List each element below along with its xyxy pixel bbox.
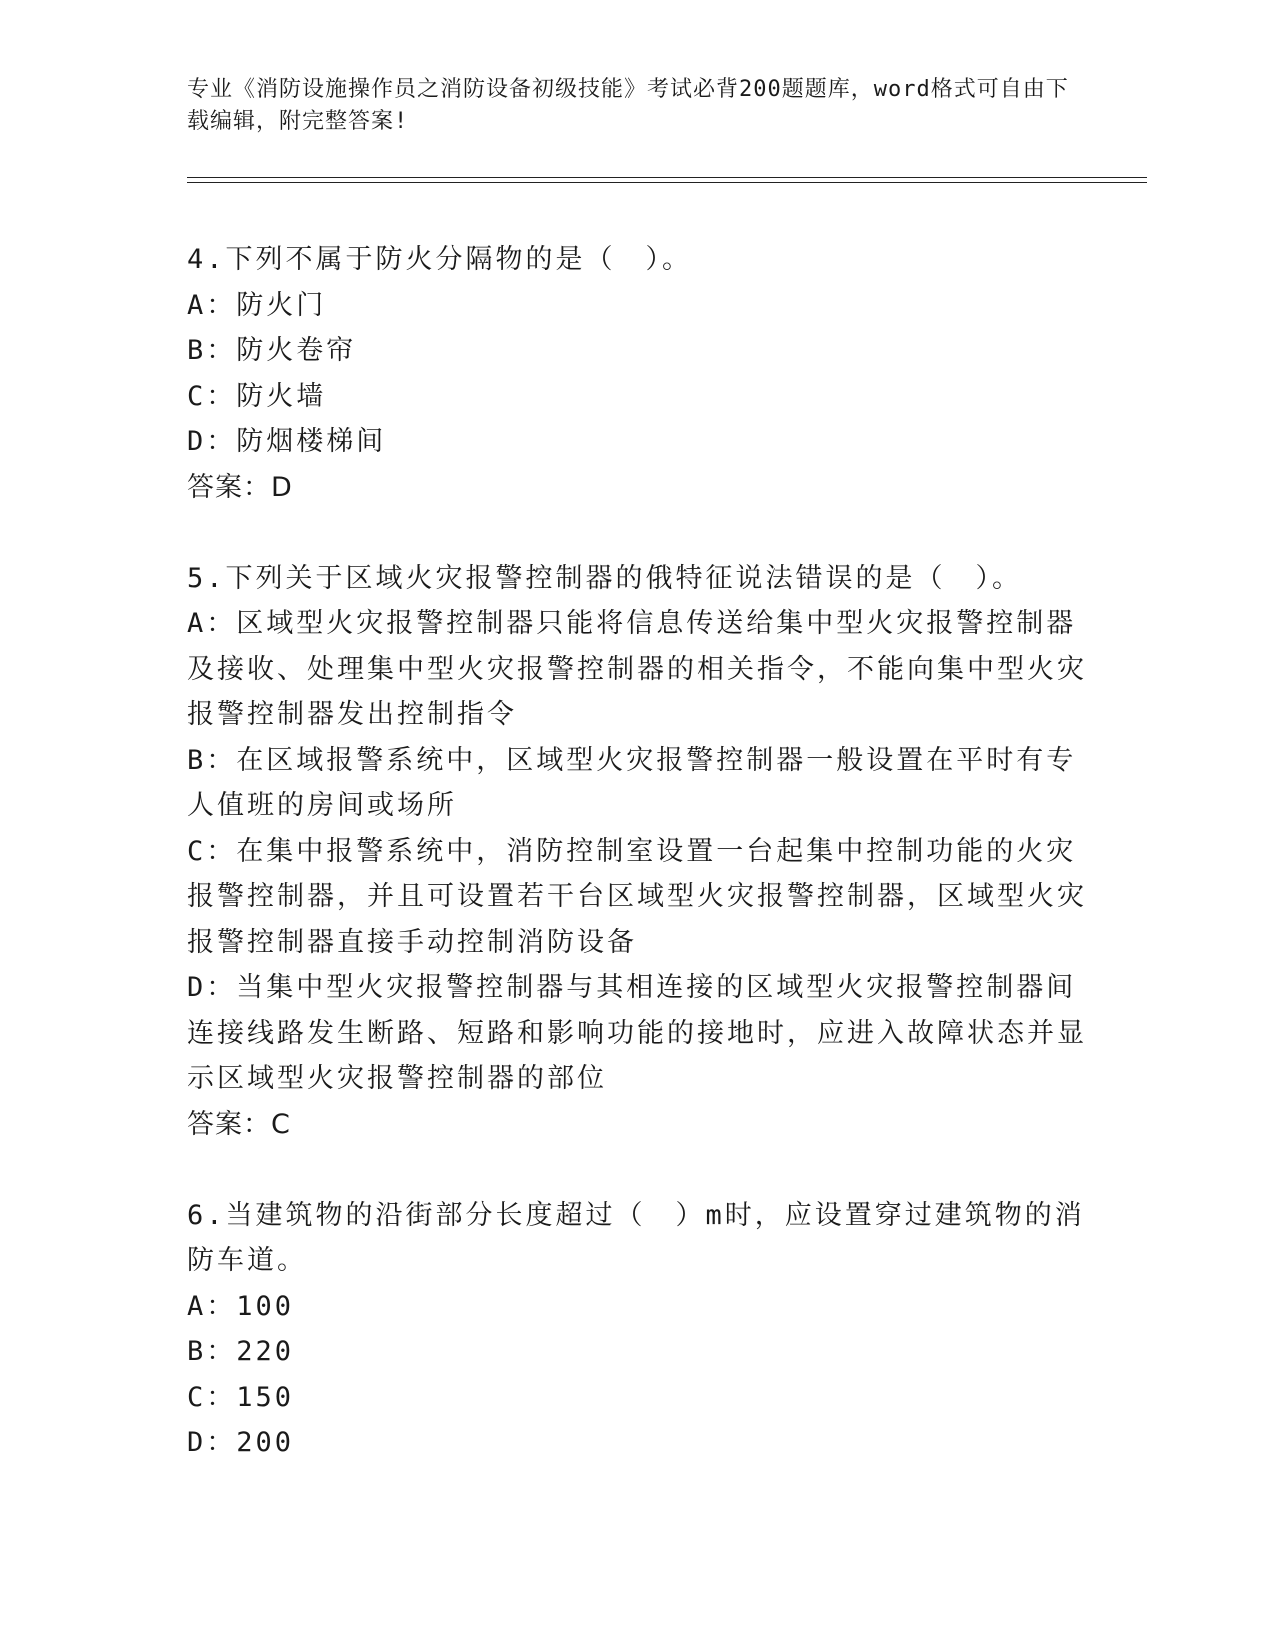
question-stem: 4.下列不属于防火分隔物的是（ ）。 <box>187 244 693 275</box>
option-d: D：当集中型火灾报警控制器与其相连接的区域型火灾报警控制器间连接线路发生断路、短路和影响功能的接地时，应进入故障状态并显示区域型火灾报警控制器的部位 <box>187 972 1087 1094</box>
option-c: C：150 <box>187 1381 295 1413</box>
question-stem: 6.当建筑物的沿街部分长度超过（ ）m时，应设置穿过建筑物的消防车道。 <box>187 1199 1085 1276</box>
header-divider-bottom <box>187 182 1147 183</box>
spacer <box>187 1147 1087 1193</box>
option-b: B：防火卷帘 <box>187 335 357 366</box>
option-a: A：防火门 <box>187 289 327 321</box>
option-a: A：100 <box>187 1290 295 1322</box>
option-d: D：200 <box>187 1427 295 1458</box>
option-b: B：在区域报警系统中，区域型火灾报警控制器一般设置在平时有专人值班的房间或场所 <box>187 744 1077 821</box>
question-6 <box>187 1193 1087 1466</box>
question-list <box>187 237 1087 1466</box>
header-divider-top <box>187 177 1147 178</box>
spacer <box>187 510 1087 556</box>
answer-line: 答案：C <box>187 1108 291 1140</box>
option-b: B：220 <box>187 1336 295 1367</box>
question-stem: 5.下列关于区域火灾报警控制器的俄特征说法错误的是（ ）。 <box>187 562 1023 594</box>
answer-line: 答案：D <box>187 471 293 503</box>
question-5 <box>187 556 1087 1148</box>
option-c: C：在集中报警系统中，消防控制室设置一台起集中控制功能的火灾报警控制器，并且可设置若干台区域型火灾报警控制器，区域型火灾报警控制器直接手动控制消防设备 <box>187 835 1087 958</box>
document-header: 专业《消防设施操作员之消防设备初级技能》考试必背200题题库，word格式可自由下载编辑，附完整答案! <box>187 77 1069 134</box>
question-4 <box>187 237 1087 510</box>
option-a: A：区域型火灾报警控制器只能将信息传送给集中型火灾报警控制器及接收、处理集中型火灾报警控制器的相关指令，不能向集中型火灾报警控制器发出控制指令 <box>187 608 1087 730</box>
option-d: D：防烟楼梯间 <box>187 426 387 457</box>
option-c: C：防火墙 <box>187 380 327 412</box>
